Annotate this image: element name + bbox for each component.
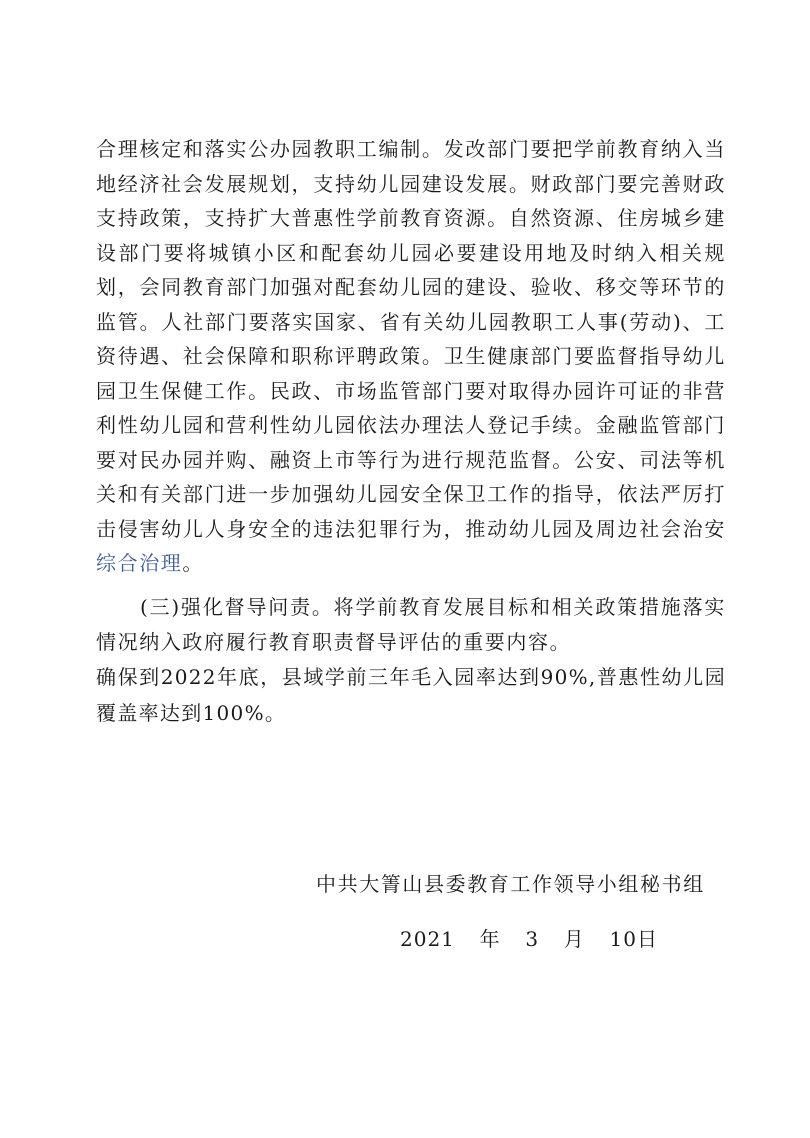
- body-paragraph-1: [96, 132, 726, 581]
- body-paragraph-3: 确保到2022年底，县域学前三年毛入园率达到90%,普惠性幼儿园覆盖率达到100%。: [96, 665, 726, 725]
- body-paragraph-2: (三)强化督导问责。将学前教育发展目标和相关政策措施落实情况纳入政府履行教育职责督导评估的重要内容。: [96, 595, 726, 654]
- date-month-unit: 月: [563, 927, 585, 951]
- signature-date: [400, 923, 658, 952]
- paragraph-1-end: 。: [182, 551, 205, 575]
- date-year: 2021: [400, 927, 455, 951]
- date-month: 3: [525, 927, 540, 951]
- signature-organization: 中共大箐山县委教育工作领导小组秘书组: [316, 872, 705, 896]
- date-day: 10日: [609, 927, 658, 951]
- date-year-unit: 年: [479, 927, 501, 951]
- paragraph-1-text: 合理核定和落实公办园教职工编制。发改部门要把学前教育纳入当地经济社会发展规划，支持幼儿园建设发展。财政部门要完善财政支持政策，支持扩大普惠性学前教育资源。自然资源、住房城乡建设部门要将城镇小区和配套幼儿园必要建设用地及时纳入相关规划，会同教育部门加强对配套幼儿园的建设、验收、移交等环节的监管。人社部门要落实国家、省有关幼儿园教职工人事(劳动)、工资待遇、社会保障和职称评聘政策。卫生健康部门要监督指导幼儿园卫生保健工作。民政、市场监管部门要对取得办园许可证的非营利性幼儿园和营利性幼儿园依法办理法人登记手续。金融监管部门要对民办园并购、融资上市等行为进行规范监督。公安、司法等机关和有关部门进一步加强幼儿园安全保卫工作的指导，依法严厉打击侵害幼儿人身安全的违法犯罪行为，推动幼儿园及周边社会治安: [96, 137, 726, 541]
- comprehensive-governance-link[interactable]: 综合治理: [96, 551, 183, 575]
